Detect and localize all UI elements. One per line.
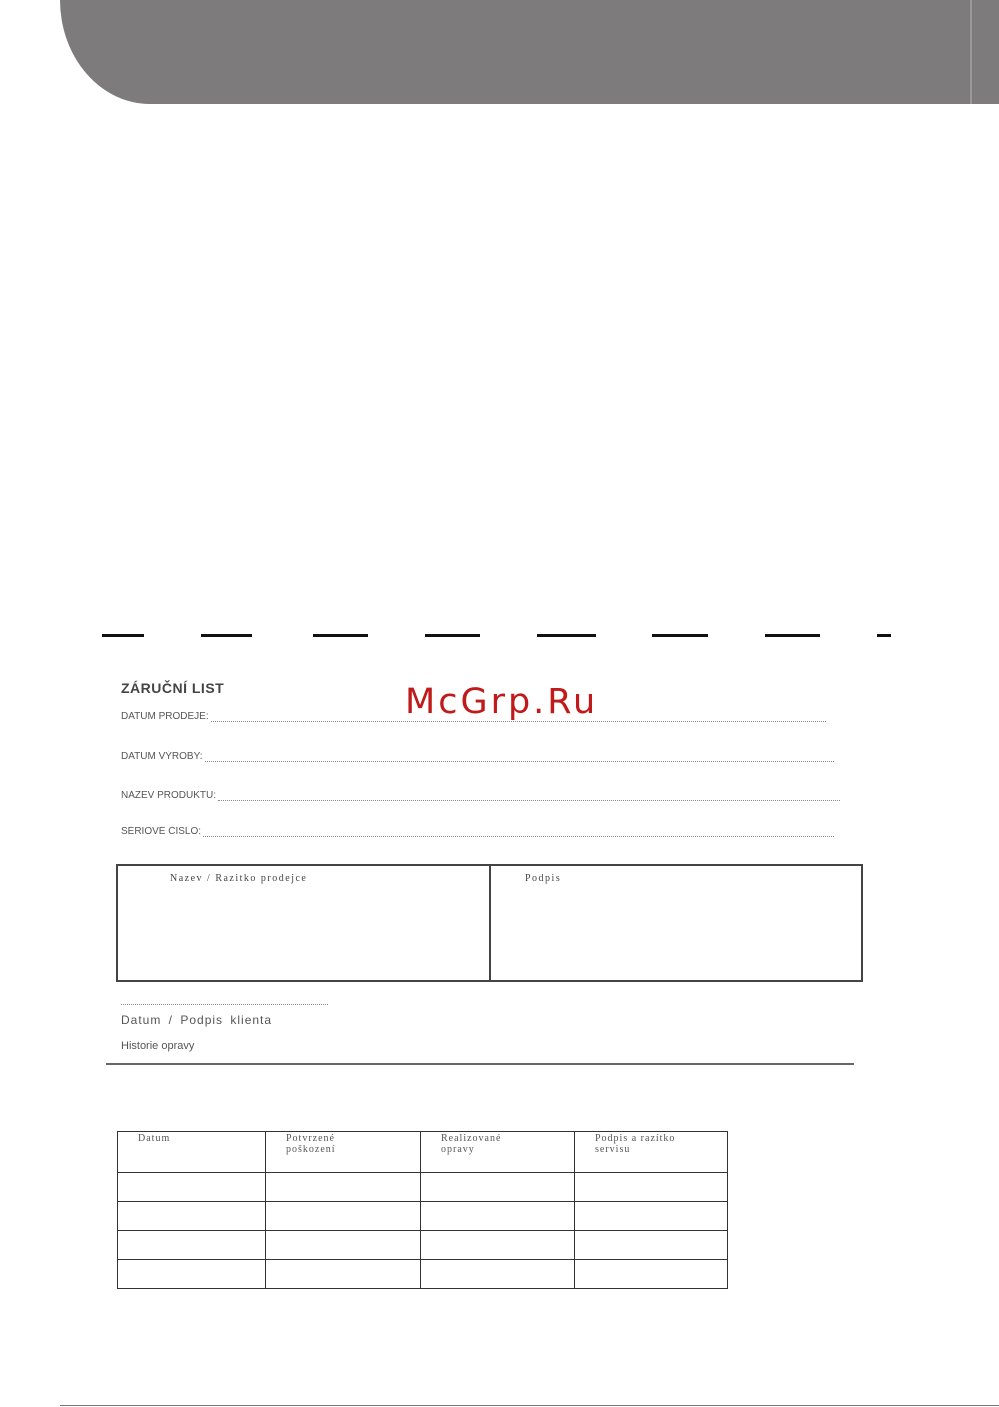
table-cell	[118, 1260, 266, 1289]
fill-in-line	[203, 828, 834, 837]
client-signature-label: Datum / Podpis klienta	[121, 1013, 273, 1027]
field-product-name	[121, 790, 840, 801]
table-header-row	[118, 1132, 728, 1173]
client-signature-line	[121, 1004, 328, 1005]
field-label: DATUM PRODEJE:	[121, 711, 209, 722]
field-label: DATUM VÝROBY:	[121, 751, 203, 762]
fill-in-line	[218, 792, 840, 801]
cut-line-segment	[765, 634, 820, 637]
cut-line-segment	[652, 634, 708, 637]
fill-in-line	[205, 753, 835, 762]
table-cell	[421, 1173, 575, 1202]
table-header-cell: Podpis a razítko servisu	[575, 1132, 728, 1173]
cut-line-segment	[201, 634, 252, 637]
table-cell	[421, 1260, 575, 1289]
header-divider	[970, 0, 972, 104]
field-sale-date	[121, 711, 826, 722]
table-cell	[266, 1260, 421, 1289]
table-cell	[575, 1173, 728, 1202]
fill-in-line	[211, 713, 826, 722]
table-cell	[266, 1173, 421, 1202]
cut-line-segment	[537, 634, 596, 637]
section-divider	[106, 1063, 854, 1065]
signature-box	[489, 864, 863, 982]
seller-stamp-box	[116, 864, 491, 982]
table-cell	[266, 1231, 421, 1260]
cut-line-segment	[313, 634, 368, 637]
seller-box-label: Nazev / Razitko prodejce	[170, 873, 308, 884]
repair-history-label: Historie opravy	[121, 1040, 195, 1052]
table-row	[118, 1173, 728, 1202]
repair-history-table	[117, 1131, 728, 1289]
cut-line-segment	[877, 634, 891, 637]
form-title: ZÁRUČNÍ LIST	[121, 680, 225, 696]
field-label: NÁZEV PRODUKTU:	[121, 790, 217, 801]
table-cell	[118, 1231, 266, 1260]
watermark: McGrp.Ru	[405, 682, 599, 722]
table-cell	[118, 1173, 266, 1202]
field-label: SÉRIOVÉ ČÍSLO:	[121, 826, 202, 837]
table-header-cell: Potvrzené poškození	[266, 1132, 421, 1173]
table-cell	[421, 1202, 575, 1231]
table-row	[118, 1231, 728, 1260]
table-cell	[575, 1231, 728, 1260]
table-row	[118, 1202, 728, 1231]
field-production-date	[121, 751, 834, 762]
table-header-cell: Realizované opravy	[421, 1132, 575, 1173]
header-band	[60, 0, 999, 104]
signature-box-label: Podpis	[525, 873, 562, 884]
table-cell	[575, 1260, 728, 1289]
table-header-cell: Datum	[118, 1132, 266, 1173]
cut-line-segment	[425, 634, 480, 637]
table-cell	[421, 1231, 575, 1260]
table-cell	[575, 1202, 728, 1231]
field-serial-number	[121, 826, 834, 837]
page-bottom-rule	[60, 1405, 999, 1406]
cut-line-segment	[102, 634, 144, 637]
table-cell	[118, 1202, 266, 1231]
table-cell	[266, 1202, 421, 1231]
table-row	[118, 1260, 728, 1289]
